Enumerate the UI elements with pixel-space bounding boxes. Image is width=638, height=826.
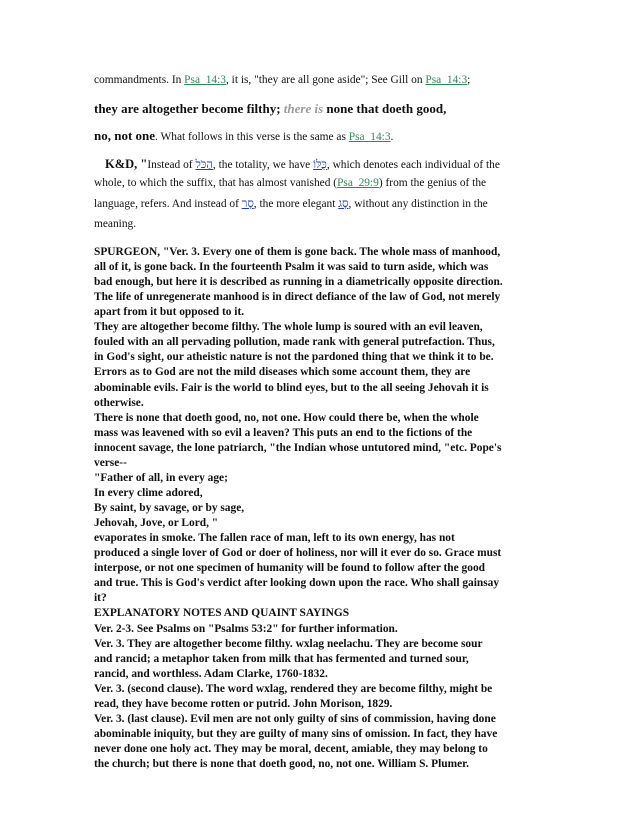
spurgeon-line: They are altogether become filthy. The whole lump is soured with an evil leaven, xyxy=(94,321,483,334)
hebrew-word-link[interactable]: סָר xyxy=(241,198,254,210)
spurgeon-line: never done one holy act. They may be moral, decent, amiable, they may belong to xyxy=(94,742,488,755)
spurgeon-line: fouled with an all pervading pollution, made rank with general putrefaction. Thus, xyxy=(94,336,495,349)
spurgeon-line: By saint, by savage, or by sage, xyxy=(94,502,245,515)
scripture-link-psa-14-3[interactable]: Psa_14:3 xyxy=(348,131,391,143)
text-span: ; xyxy=(467,74,471,86)
spurgeon-line: apart from it but opposed to it. xyxy=(94,306,245,319)
spurgeon-line: produced a single lover of God or doer of holiness, nor will it ever do so. Grace must xyxy=(94,547,502,560)
verse-text: they are altogether become filthy; xyxy=(94,101,284,116)
kd-line-2 xyxy=(94,177,486,189)
spurgeon-line: all of it, is gone back. In the fourteenth Psalm it was said to turn aside, which was xyxy=(94,261,489,274)
kd-label: K&D, " xyxy=(105,157,148,171)
text-span: , the totality, we have xyxy=(212,159,314,171)
text-span: language, refers. And instead of xyxy=(94,198,242,210)
hebrew-word-link[interactable]: הַכֹּל xyxy=(195,159,213,171)
spurgeon-line: SPURGEON, "Ver. 3. Every one of them is gone back. The whole mass of manhood, xyxy=(94,246,501,258)
text-span: , without any distinction in the xyxy=(348,198,488,210)
text-span: . xyxy=(390,131,394,143)
spurgeon-line: abominable evils. Fair is the world to blind eyes, but to the all seeing Jehovah it is xyxy=(94,381,489,394)
spurgeon-line: Ver. 3. (second clause). The word wxlag, rendered they are become filthy, might be xyxy=(94,682,493,695)
spurgeon-line: rancid, and worthless. Adam Clarke, 1760-1832. xyxy=(94,667,328,680)
spurgeon-line: and true. This is God's verdict after looking down upon the race. Who shall gainsay xyxy=(94,577,500,590)
spurgeon-line: the church; but there is none that doeth good, no, not one. William S. Plumer. xyxy=(94,758,469,771)
verse-text: no, not one xyxy=(94,128,156,143)
text-span: Instead of xyxy=(147,159,196,171)
verse-heading-continued xyxy=(94,128,393,144)
hebrew-word-link[interactable]: סָג xyxy=(338,198,349,210)
scripture-link-psa-14-3[interactable]: Psa_14:3 xyxy=(184,74,226,86)
text-span: , it is, "they are all gone aside"; See Gill on xyxy=(225,74,426,86)
spurgeon-line: innocent savage, the lone patriarch, "the Indian whose untutored mind, "etc. Pope's xyxy=(94,441,502,454)
spurgeon-line: Errors as to God are not the mild diseases which some account them, they are xyxy=(94,366,471,379)
spurgeon-line: In every clime adored, xyxy=(94,486,203,499)
spurgeon-line: EXPLANATORY NOTES AND QUAINT SAYINGS xyxy=(94,607,350,620)
spurgeon-line: mass was leavened with so evil a leaven? This puts an end to the fictions of the xyxy=(94,426,473,439)
spurgeon-line: Ver. 3. They are altogether become filthy. wxlag neelachu. They are become sour xyxy=(94,637,483,650)
spurgeon-line: Ver. 3. (last clause). Evil men are not only guilty of sins of commission, having done xyxy=(94,712,496,725)
text-span: , the more elegant xyxy=(253,198,339,210)
spurgeon-line: Ver. 2-3. See Psalms on "Psalms 53:2" for further information. xyxy=(94,622,398,635)
scripture-link-psa-29-9[interactable]: Psa_29:9 xyxy=(337,177,379,189)
spurgeon-line: bad enough, but here it is described as running in a diametrically opposite direction. xyxy=(94,276,503,289)
spurgeon-line: The life of unregenerate manhood is in direct defiance of the law of God, not merely xyxy=(94,291,501,304)
verse-text: none that doeth good, xyxy=(323,101,447,116)
spurgeon-line: "Father of all, in every age; xyxy=(94,471,228,484)
spurgeon-line: Jehovah, Jove, or Lord, " xyxy=(94,517,219,530)
text-span: . What follows in this verse is the same as xyxy=(155,131,349,143)
spurgeon-line: and rancid; a metaphor taken from milk that has fermented and turned sour, xyxy=(94,652,469,665)
spurgeon-line: verse-- xyxy=(94,456,127,469)
spurgeon-line: interpose, or not one specimen of humanity will be found to follow after the good xyxy=(94,562,485,575)
spurgeon-line: it? xyxy=(94,592,107,605)
italic-supplied-words: there is xyxy=(283,101,324,116)
hebrew-word-link[interactable]: כֻּלּוֹ xyxy=(313,159,327,171)
spurgeon-line: There is none that doeth good, no, not one. How could there be, when the whole xyxy=(94,411,479,424)
spurgeon-line: abominable iniquity, but they are guilty of many sins of omission. In fact, they have xyxy=(94,727,498,740)
text-span: , which denotes each individual of the xyxy=(326,159,500,171)
spurgeon-line: otherwise. xyxy=(94,396,144,409)
kd-line-4: meaning. xyxy=(94,218,137,230)
text-span: commandments. In xyxy=(94,74,185,86)
text-span: ) from the genius of the xyxy=(378,177,487,189)
spurgeon-line: read, they have become rotten or putrid. John Morison, 1829. xyxy=(94,697,393,710)
spurgeon-line: in God's sight, our atheistic nature is not the pardoned thing that we think it to be. xyxy=(94,351,494,364)
kd-line-3 xyxy=(94,198,488,210)
text-span: whole, to which the suffix, that has almost vanished ( xyxy=(94,177,338,189)
kd-line-1 xyxy=(105,157,500,172)
spurgeon-line: evaporates in smoke. The fallen race of man, left to its own energy, has not xyxy=(94,532,455,545)
verse-heading xyxy=(94,101,446,117)
scripture-link-psa-14-3[interactable]: Psa_14:3 xyxy=(425,74,468,86)
commentary-line-1 xyxy=(94,74,470,86)
